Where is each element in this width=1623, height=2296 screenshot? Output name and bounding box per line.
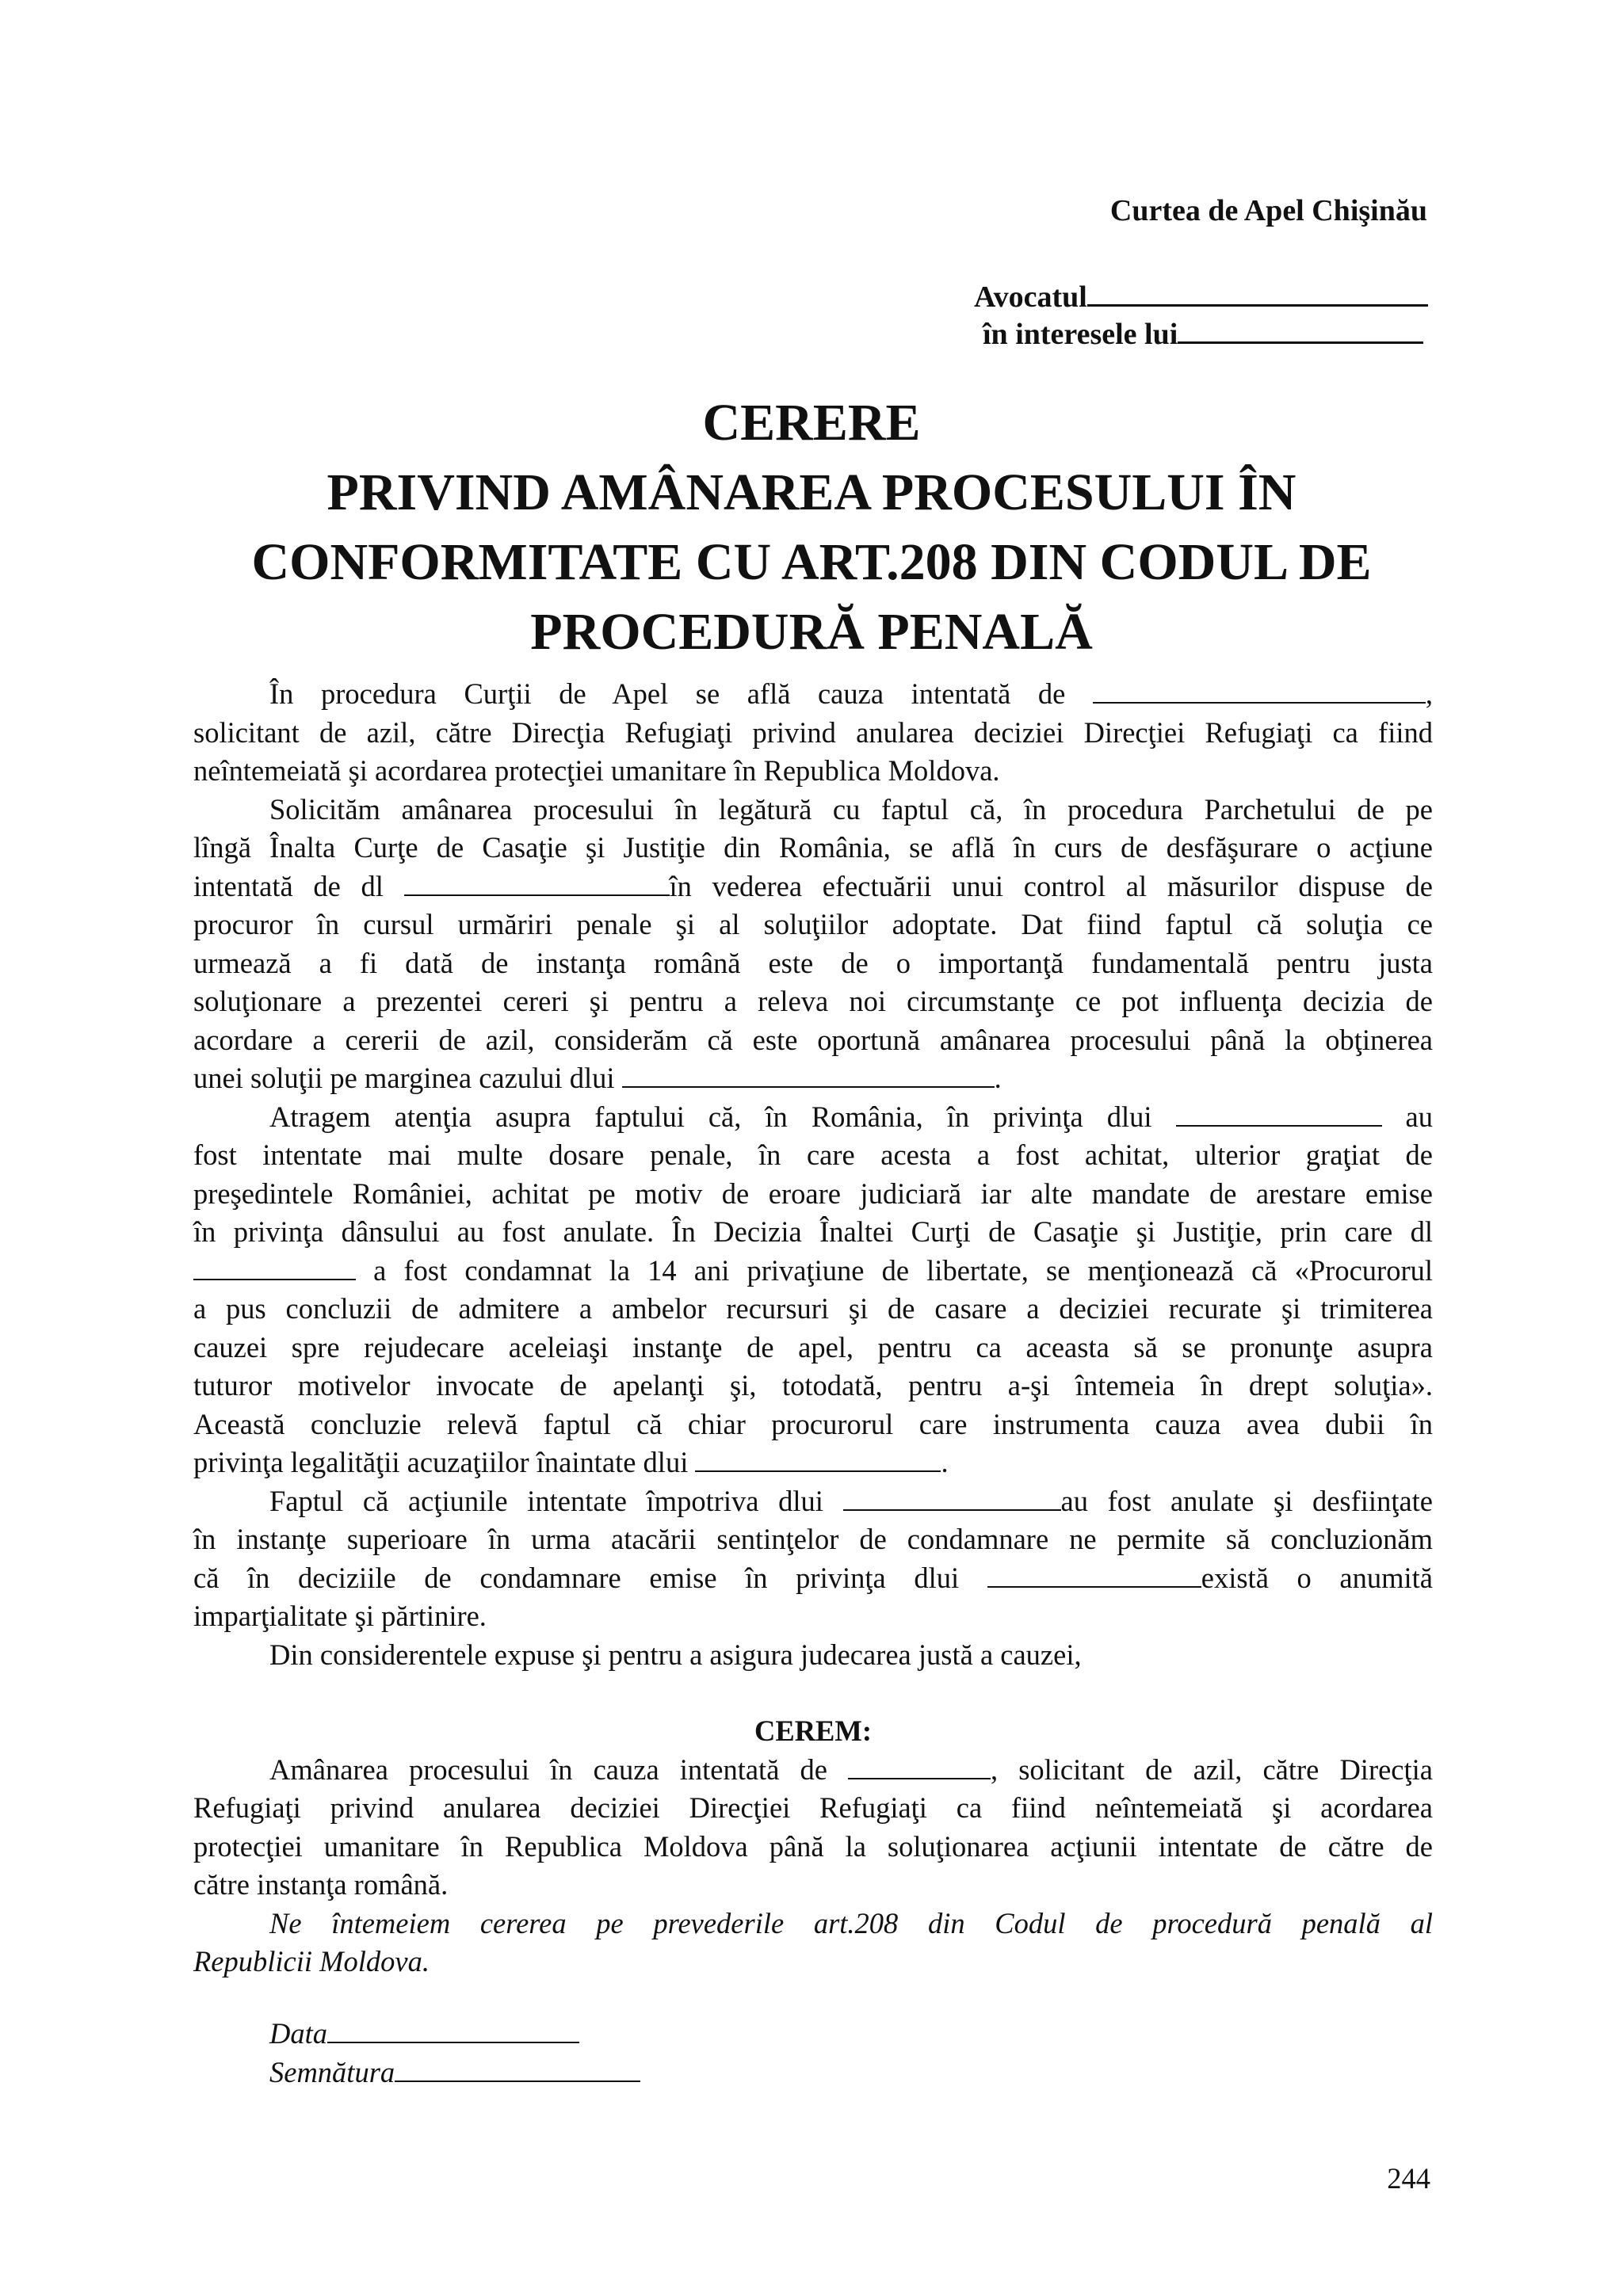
title-line-4: PROCEDURĂ PENALĂ [530, 603, 1093, 661]
p3-line-1: Atragem atenţia asupra faptului că, în România, în privinţa dlui au [269, 1100, 1434, 1133]
p6-line-1: Amânarea procesului în cauza intentată de , solicitant de azil, către Direcţia [269, 1753, 1433, 1786]
court-name: Curtea de Apel Chişinău [1109, 194, 1427, 227]
lawyer-blank [1087, 284, 1428, 307]
p3-line-2: fost intentate mai multe dosare penale, în care acesta a fost achitat, ulterior graţiat de [193, 1138, 1433, 1171]
person-blank-5 [987, 1562, 1201, 1588]
paragraph-4 [193, 1482, 1433, 1636]
date-line [269, 2016, 579, 2050]
plaintiff-blank [1093, 678, 1426, 704]
paragraph-2 [193, 791, 1433, 1098]
signature-line [269, 2055, 640, 2089]
paragraph-3 [193, 1098, 1433, 1482]
document-title [0, 388, 1623, 667]
p2-line-7: acordare a cererii de azil, considerăm că este oportună amânarea procesului până la obţinerea [193, 1023, 1433, 1056]
p7-line-1: Ne întemeiem cererea pe prevederile art.208 din Codul de procedură penală al [269, 1906, 1433, 1939]
person-blank-4 [843, 1486, 1061, 1511]
p2-line-5: urmează a fi dată de instanţa română este de o importanţă fundamentală pentru justa [193, 946, 1433, 979]
p2-line-8: unei soluţii pe marginea cazului dlui . [193, 1062, 1002, 1094]
p2-line-3: intentată de dl în vederea efectuării unui control al măsurilor dispuse de [193, 869, 1433, 902]
plaintiff-blank-2 [848, 1754, 991, 1779]
p4-line-2: în instanţe superioare în urma atacării sentinţelor de condamnare ne permite să concluzionăm [193, 1523, 1433, 1555]
paragraph-1 [193, 675, 1433, 791]
p3-line-3: preşedintele României, achitat pe motiv de eroare judiciară iar alte mandate de arestare emise [193, 1177, 1433, 1210]
paragraph-5: Din considerentele expuse şi pentru a asigura judecarea justă a cauzei, [269, 1638, 1082, 1671]
p2-line-4: procuror în cursul urmăriri penale şi al soluţiilor adoptate. Dat fiind faptul că soluţia ce [193, 908, 1433, 940]
document-body [193, 675, 1433, 1981]
case-name-blank [622, 1062, 995, 1088]
p1-line-1: În procedura Curţii de Apel se află cauza intentată de , [269, 677, 1433, 710]
p4-line-1: Faptul că acţiunile intentate împotriva dlui au fost anulate şi desfiinţate [269, 1484, 1433, 1517]
title-line-3: CONFORMITATE CU ART.208 DIN CODUL DE [251, 533, 1372, 591]
p2-line-2: lîngă Înalta Curţe de Casaţie şi Justiţie din România, se află în curs de desfăşurare o acţiune [193, 831, 1433, 864]
date-label: Data [269, 2017, 327, 2050]
p3-line-7: cauzei spre rejudecare aceleiaşi instanţe de apel, pentru ca aceasta să se pronunţe asupra [193, 1330, 1433, 1363]
paragraph-7 [193, 1905, 1433, 1981]
p6-line-3: protecţiei umanitare în Republica Moldova până la soluţionarea acţiunii intentate de către de [193, 1829, 1433, 1863]
p3-line-10: privinţa legalităţii acuzaţiilor înaintate dlui . [193, 1446, 949, 1478]
page-number: 244 [1387, 2162, 1430, 2195]
signature-label: Semnătura [269, 2056, 395, 2088]
interest-blank [1178, 321, 1423, 344]
person-blank-1 [1176, 1101, 1382, 1127]
p4-line-3: că în deciziile de condamnare emise în privinţa dlui există o anumită [193, 1561, 1433, 1594]
lawyer-label: Avocatul [974, 280, 1087, 314]
p7-line-2: Republicii Moldova. [193, 1945, 430, 1978]
paragraph-6 [193, 1751, 1433, 1905]
p6-line-2: Refugiaţi privind anularea deciziei Direcţiei Refugiaţi ca fiind neîntemeiată şi acordarea [193, 1791, 1433, 1824]
p2-line-1: Solicităm amânarea procesului în legătură cu faptul că, în procedura Parchetului de pe [269, 792, 1433, 826]
p6-line-4: către instanţa română. [193, 1868, 449, 1901]
p3-line-8: tuturor motivelor invocate de apelanţi şi, totodată, pentru a-şi întemeia în drept soluţia». [193, 1369, 1433, 1402]
interest-label: în interesele lui [983, 318, 1178, 351]
p2-line-6: soluţionare a prezentei cereri şi pentru a releva noi circumstanţe ce pot influenţa decizia de [193, 985, 1433, 1017]
cerem-heading: CEREM: [754, 1714, 872, 1747]
p4-line-4: imparţialitate şi părtinire. [193, 1600, 487, 1632]
date-blank [327, 2018, 579, 2043]
p1-line-3: neîntemeiată şi acordarea protecţiei umanitare în Republica Moldova. [193, 754, 1000, 787]
person-blank-3 [695, 1447, 941, 1472]
interest-line [983, 317, 1423, 352]
signature-blank [395, 2057, 640, 2082]
title-line-1: CERERE [702, 394, 921, 452]
applicant-blank [404, 871, 670, 896]
p3-line-6: a pus concluzii de admitere a ambelor recursuri şi de casare a deciziei recurate şi trimiterea [193, 1292, 1433, 1325]
p3-line-5: a fost condamnat la 14 ani privaţiune de libertate, se menţionează că «Procurorul [193, 1252, 1433, 1291]
p3-line-9: Această concluzie relevă faptul că chiar procurorul care instrumenta cauza avea dubii în [193, 1407, 1433, 1440]
lawyer-line [974, 280, 1428, 315]
p3-line-4: în privinţa dânsului au fost anulate. În Decizia Înaltei Curţi de Casaţie şi Justiţie, prin care dl [193, 1215, 1433, 1248]
p1-line-2: solicitant de azil, către Direcţia Refugiaţi privind anularea deciziei Direcţiei Refugiaţi ca fiind [193, 715, 1433, 749]
person-blank-2 [193, 1255, 356, 1280]
title-line-2: PRIVIND AMÂNAREA PROCESULUI ÎN [327, 463, 1296, 521]
